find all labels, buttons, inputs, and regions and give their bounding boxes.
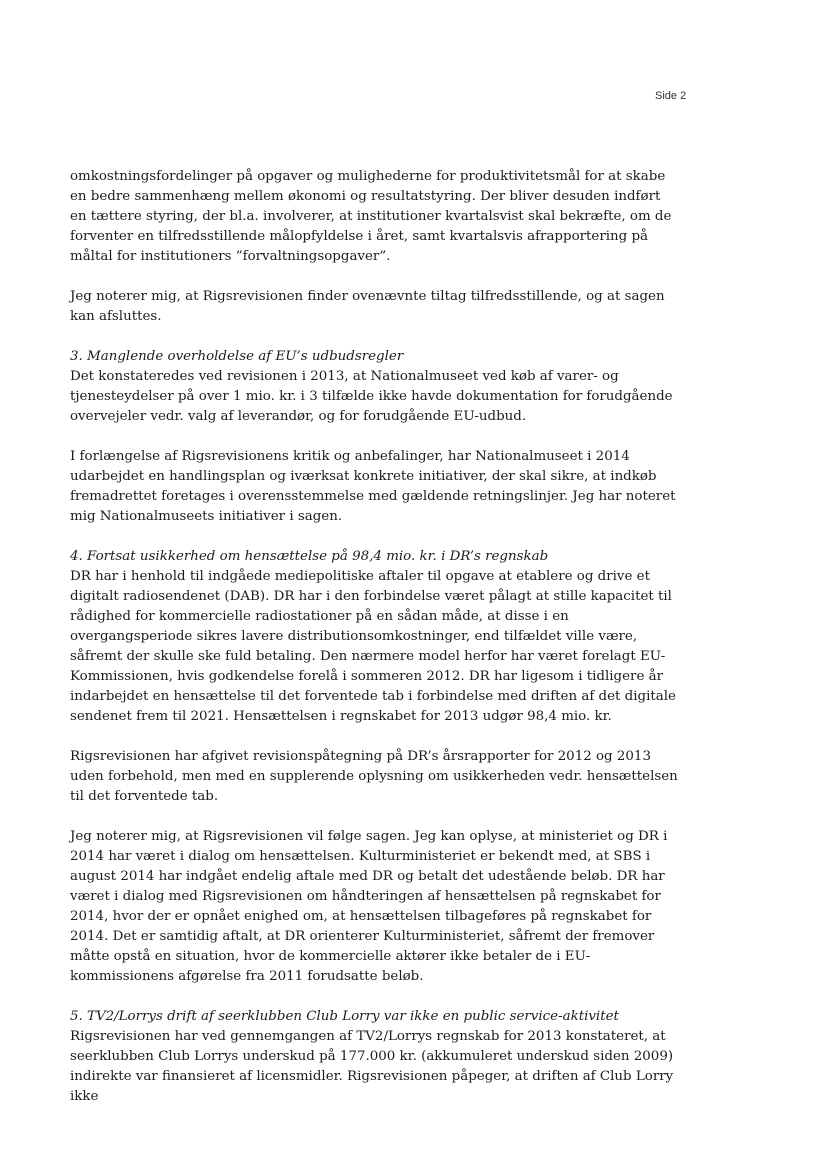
paragraph-procurement-findings: Det konstateredes ved revisionen i 2013, at Nationalmuseet ved køb af varer- og tjenesteydelser på over 1 mio. kr. i 3 tilfælde ikke havde dokumentation for forudgående overvejeler vedr. valg af leverandør, og for forudgående EU-udbud. (70, 369, 673, 424)
section-heading-3: 3. Manglende overholdelse af EU’s udbudsregler (70, 349, 404, 364)
paragraph-cost-allocation: omkostningsfordelinger på opgaver og mulighederne for produktivitetsmål for at skabe en bedre sammenhæng mellem økonomi og resultatstyring. Der bliver desuden indført en tættere styring, der bl.a. involverer, at institutioner kvartalsvist skal bekræfte, om de forventer en tilfredsstillende målopfyldelse i året, samt kvartalsvis afrapportering på måltal for institutioners ”forvaltningsopgaver”. (70, 169, 672, 264)
paragraph-dab-network: DR har i henhold til indgåede mediepolitiske aftaler til opgave at etablere og drive et digitalt radiosendenet (DAB). DR har i den forbindelse været pålagt at stille kapacitet til rådighed for kommercielle radiostationer på en sådan måde, at disse i en overgangsperiode sikres lavere distributionsomkostninger, end tilfældet ville være, såfremt der skulle ske fuld betaling. Den nærmere model herfor har været forelagt EU-Kommissionen, hvis godkendelse forelå i sommeren 2012. DR har ligesom i tidligere år indarbejdet en hensættelse til det forventede tab i forbindelse med driften af det digitale sendenet frem til 2021. Hensættelsen i regnskabet for 2013 udgør 98,4 mio. kr. (70, 569, 676, 724)
paragraph-follow-up: Jeg noterer mig, at Rigsrevisionen vil følge sagen. Jeg kan oplyse, at ministeriet og DR i 2014 har været i dialog om hensættelsen. Kulturministeriet er bekendt med, at SBS i august 2014 har indgået endelig aftale med DR og betalt det udestående beløb. DR har været i dialog med Rigsrevisionen om håndteringen af hensættelsen på regnskabet for 2014, hvor der er opnået enighed om, at hensættelsen tilbageføres på regnskabet for 2014. Det er samtidig aftalt, at DR orienterer Kulturministeriet, såfremt der fremover måtte opstå en situation, hvor de kommercielle aktører ikke betaler de i EU-kommissionens afgørelse fra 2011 forudsatte beløb. (70, 829, 668, 984)
paragraph-audit-opinion: Rigsrevisionen har afgivet revisionspåtegning på DR’s årsrapporter for 2012 og 2013 uden forbehold, men med en supplerende oplysning om usikkerheden vedr. hensættelsen til det forventede tab. (70, 749, 678, 804)
paragraph-action-plan: I forlængelse af Rigsrevisionens kritik og anbefalinger, har Nationalmuseet i 2014 udarbejdet en handlingsplan og iværksat konkrete initiativer, der skal sikre, at indkøb fremadrettet foretages i overensstemmelse med gældende retningslinjer. Jeg har noteret mig Nationalmuseets initiativer i sagen. (70, 449, 676, 524)
paragraph-measures-satisfactory: Jeg noterer mig, at Rigsrevisionen finder ovenævnte tiltag tilfredsstillende, og at sagen kan afsluttes. (70, 289, 665, 324)
paragraph-club-lorry: Rigsrevisionen har ved gennemgangen af TV2/Lorrys regnskab for 2013 konstateret, at seerklubben Club Lorrys underskud på 177.000 kr. (akkumuleret underskud siden 2009) indirekte var finansieret af licensmidler. Rigsrevisionen påpeger, at driften af Club Lorry ikke (70, 1029, 674, 1104)
document-body (70, 167, 680, 1107)
section-heading-4: 4. Fortsat usikkerhed om hensættelse på 98,4 mio. kr. i DR’s regnskab (70, 549, 549, 564)
section-heading-5: 5. TV2/Lorrys drift af seerklubben Club Lorry var ikke en public service-aktivitet (70, 1009, 619, 1024)
page-number: Side 2 (655, 90, 687, 102)
